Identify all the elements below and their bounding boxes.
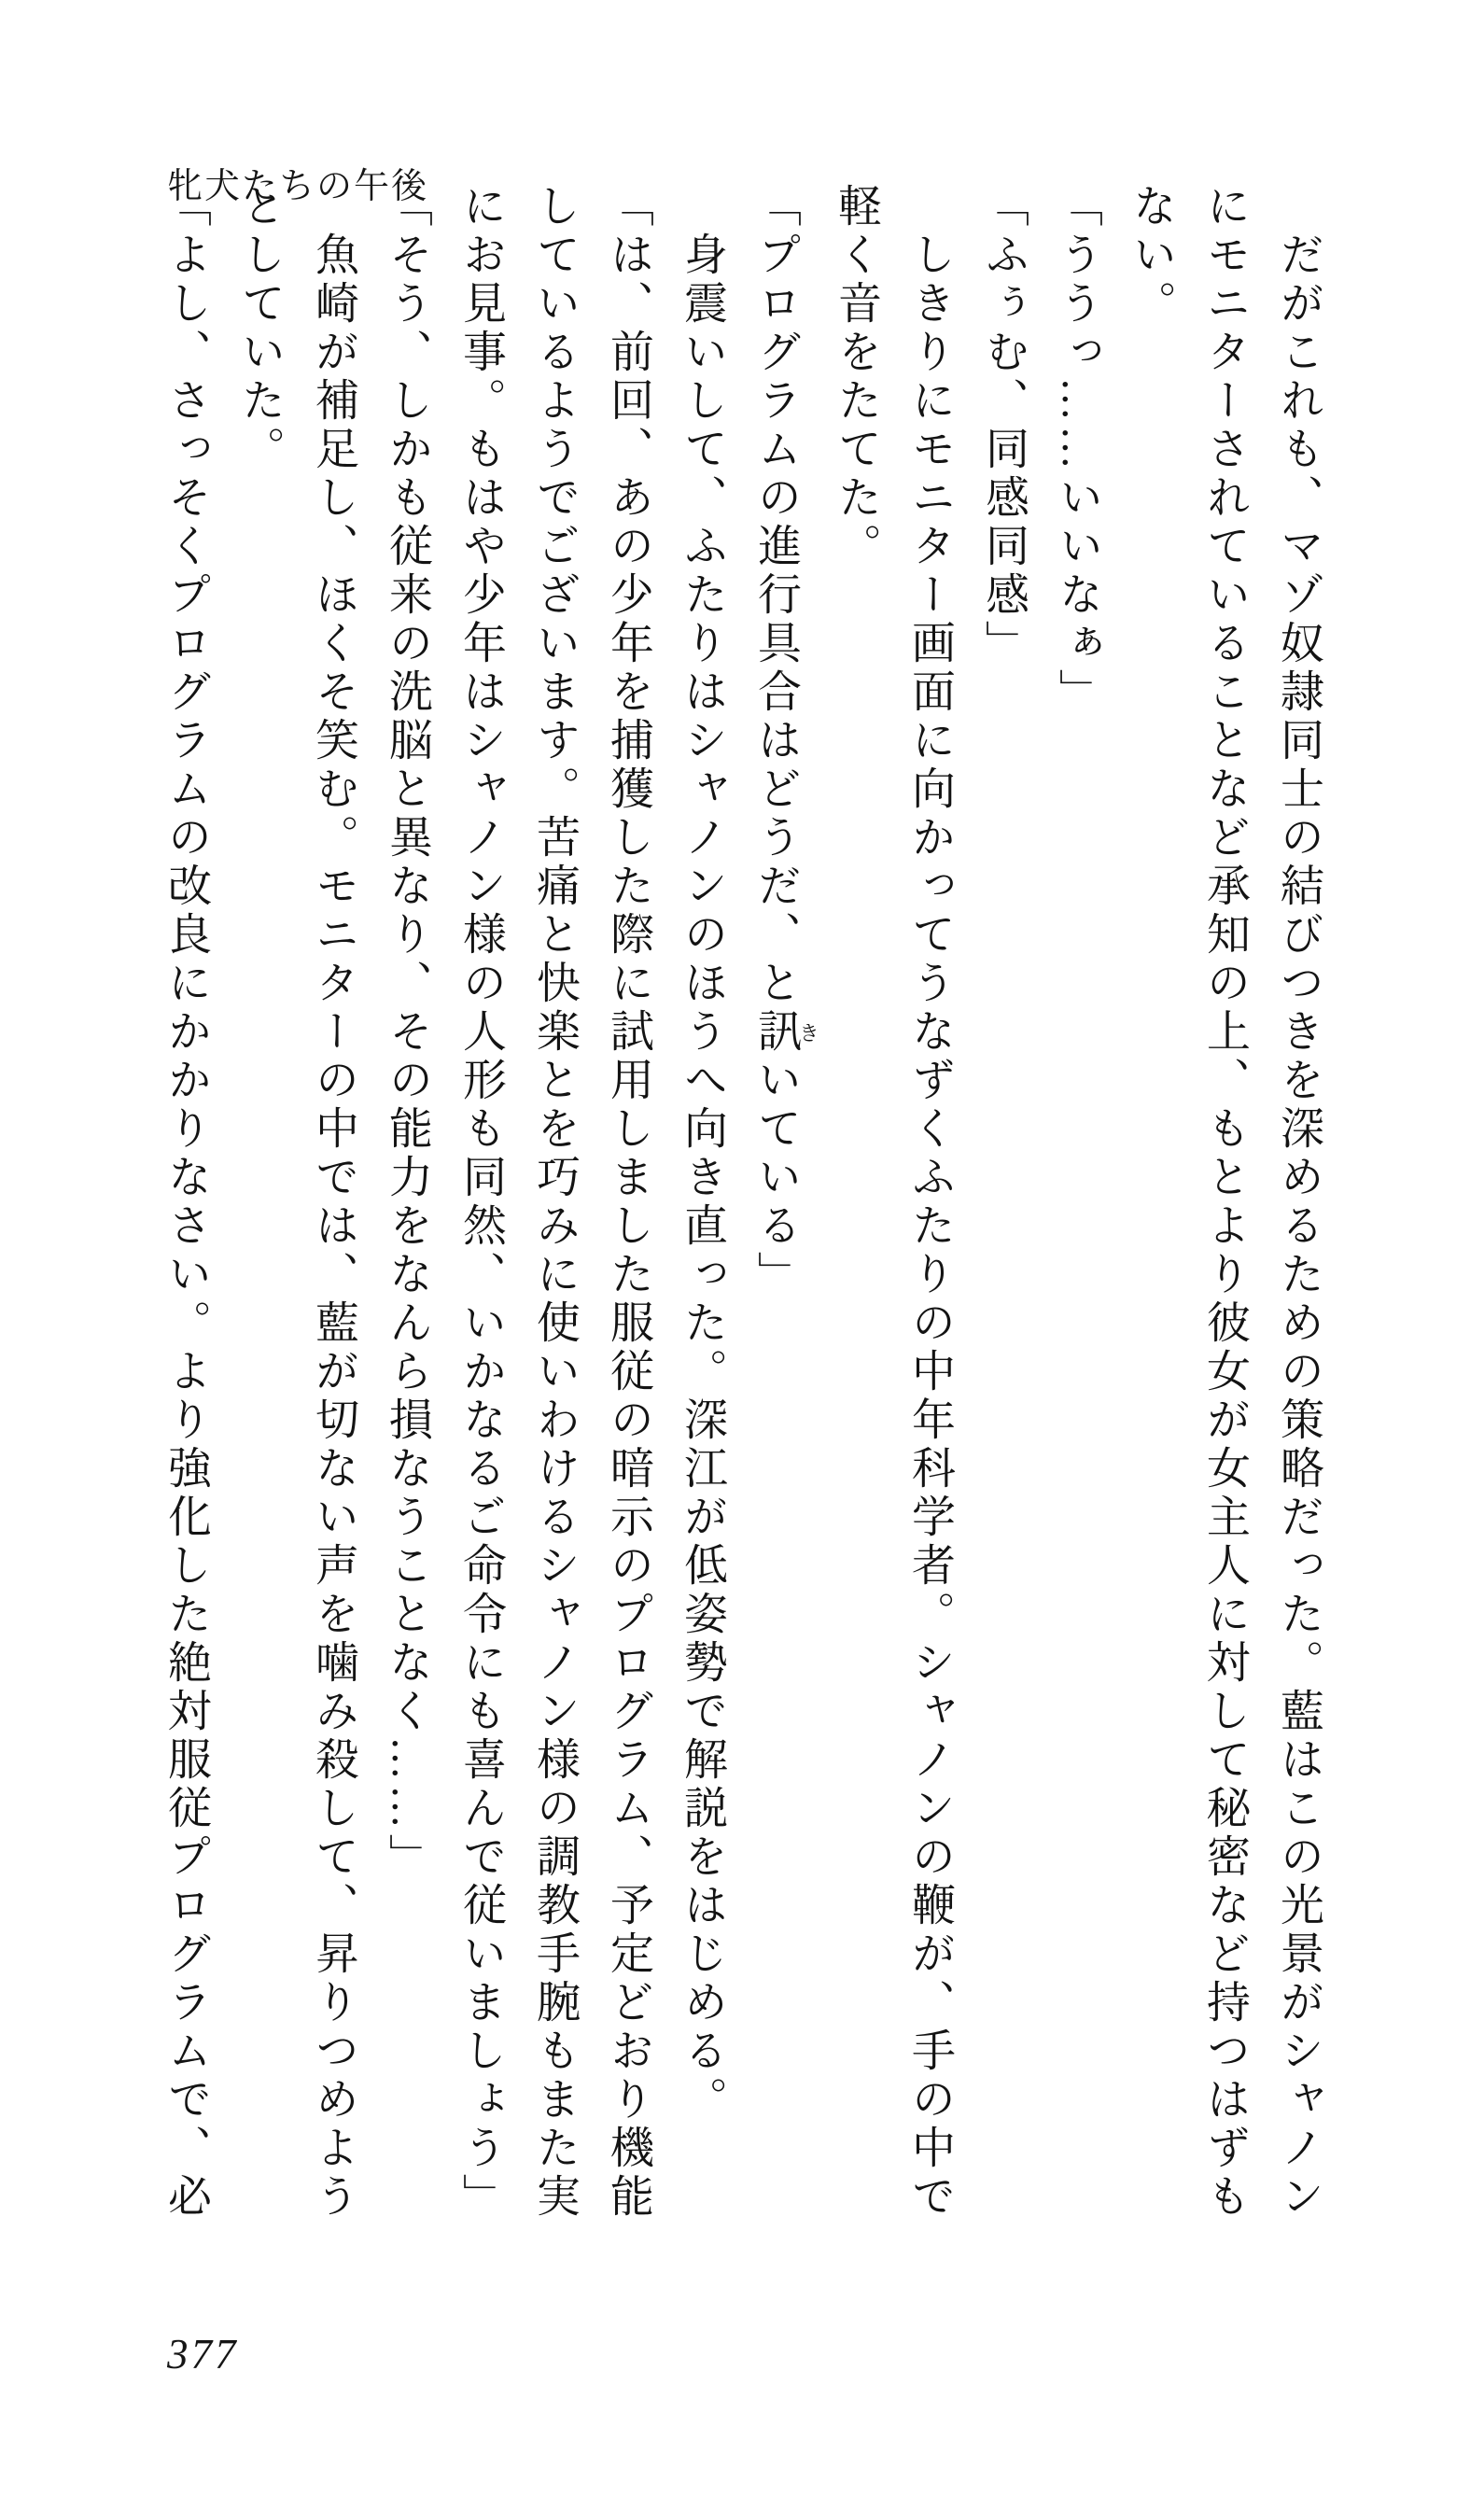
text-line-with-furigana xyxy=(738,183,819,2321)
text-line: 「そう、しかも従来の洗脳と異なり、その能力をなんら損なうことなく……」 xyxy=(383,183,431,1882)
text-line: にモニターされていることなど承知の上、もとより彼女が女主人に対して秘密など持つはずも xyxy=(1200,183,1249,2222)
text-line: しているようでございます。苦痛と快楽とを巧みに使いわけるシャノン様の調教手腕もまた実 xyxy=(530,183,579,2222)
text-segment: いている」 xyxy=(751,1057,800,1299)
text-line: 軽く音をたてた。 xyxy=(832,183,880,571)
page-number: 377 xyxy=(167,2331,239,2378)
ruby-annotation xyxy=(751,1008,820,1057)
running-header-title: 牝犬たちの午後 xyxy=(167,167,429,206)
ruby-base-char: 訊 xyxy=(751,1008,800,1057)
text-line: にお見事。もはや少年はシャノン様の人形も同然、いかなるご命令にも喜んで従いましょう」 xyxy=(456,183,505,2222)
text-line: 「は、前回、あの少年を捕獲した際に試用しました服従の暗示のプログラム、予定どおり機能 xyxy=(604,183,652,2222)
text-line: 「ふぅむ、同感同感」 xyxy=(979,183,1028,668)
text-line: しきりにモニター画面に向かってうなずくふたりの中年科学者。シャノンの鞭が、手の中で xyxy=(905,231,954,2222)
text-line: としていた。 xyxy=(235,183,284,474)
text-line: ない。 xyxy=(1127,183,1175,329)
text-line: 魚崎が補足し、ほくそ笑む。モニターの中では、藍が切ない声を噛み殺して、昇りつめよう xyxy=(309,231,357,2222)
text-line: 「よし、さっそくプログラムの改良にかかりなさい。より強化した絶対服従プログラムで、必 xyxy=(161,183,210,2222)
text-segment: 「プログラムの進行具合はどうだ、と xyxy=(751,183,800,1008)
text-line: 身震いして、ふたりはシャノンのほうへ向き直った。深江が低姿勢で解説をはじめる。 xyxy=(678,231,726,2125)
text-line: 「ううっ……いいなぁ」 xyxy=(1053,183,1101,717)
body-text-block xyxy=(148,183,1335,2321)
text-line: だがこれも、マゾ奴隷同士の結びつきを深めるための策略だった。藍はこの光景がシャノン xyxy=(1274,231,1323,2222)
furigana-text: き xyxy=(796,1008,820,1057)
